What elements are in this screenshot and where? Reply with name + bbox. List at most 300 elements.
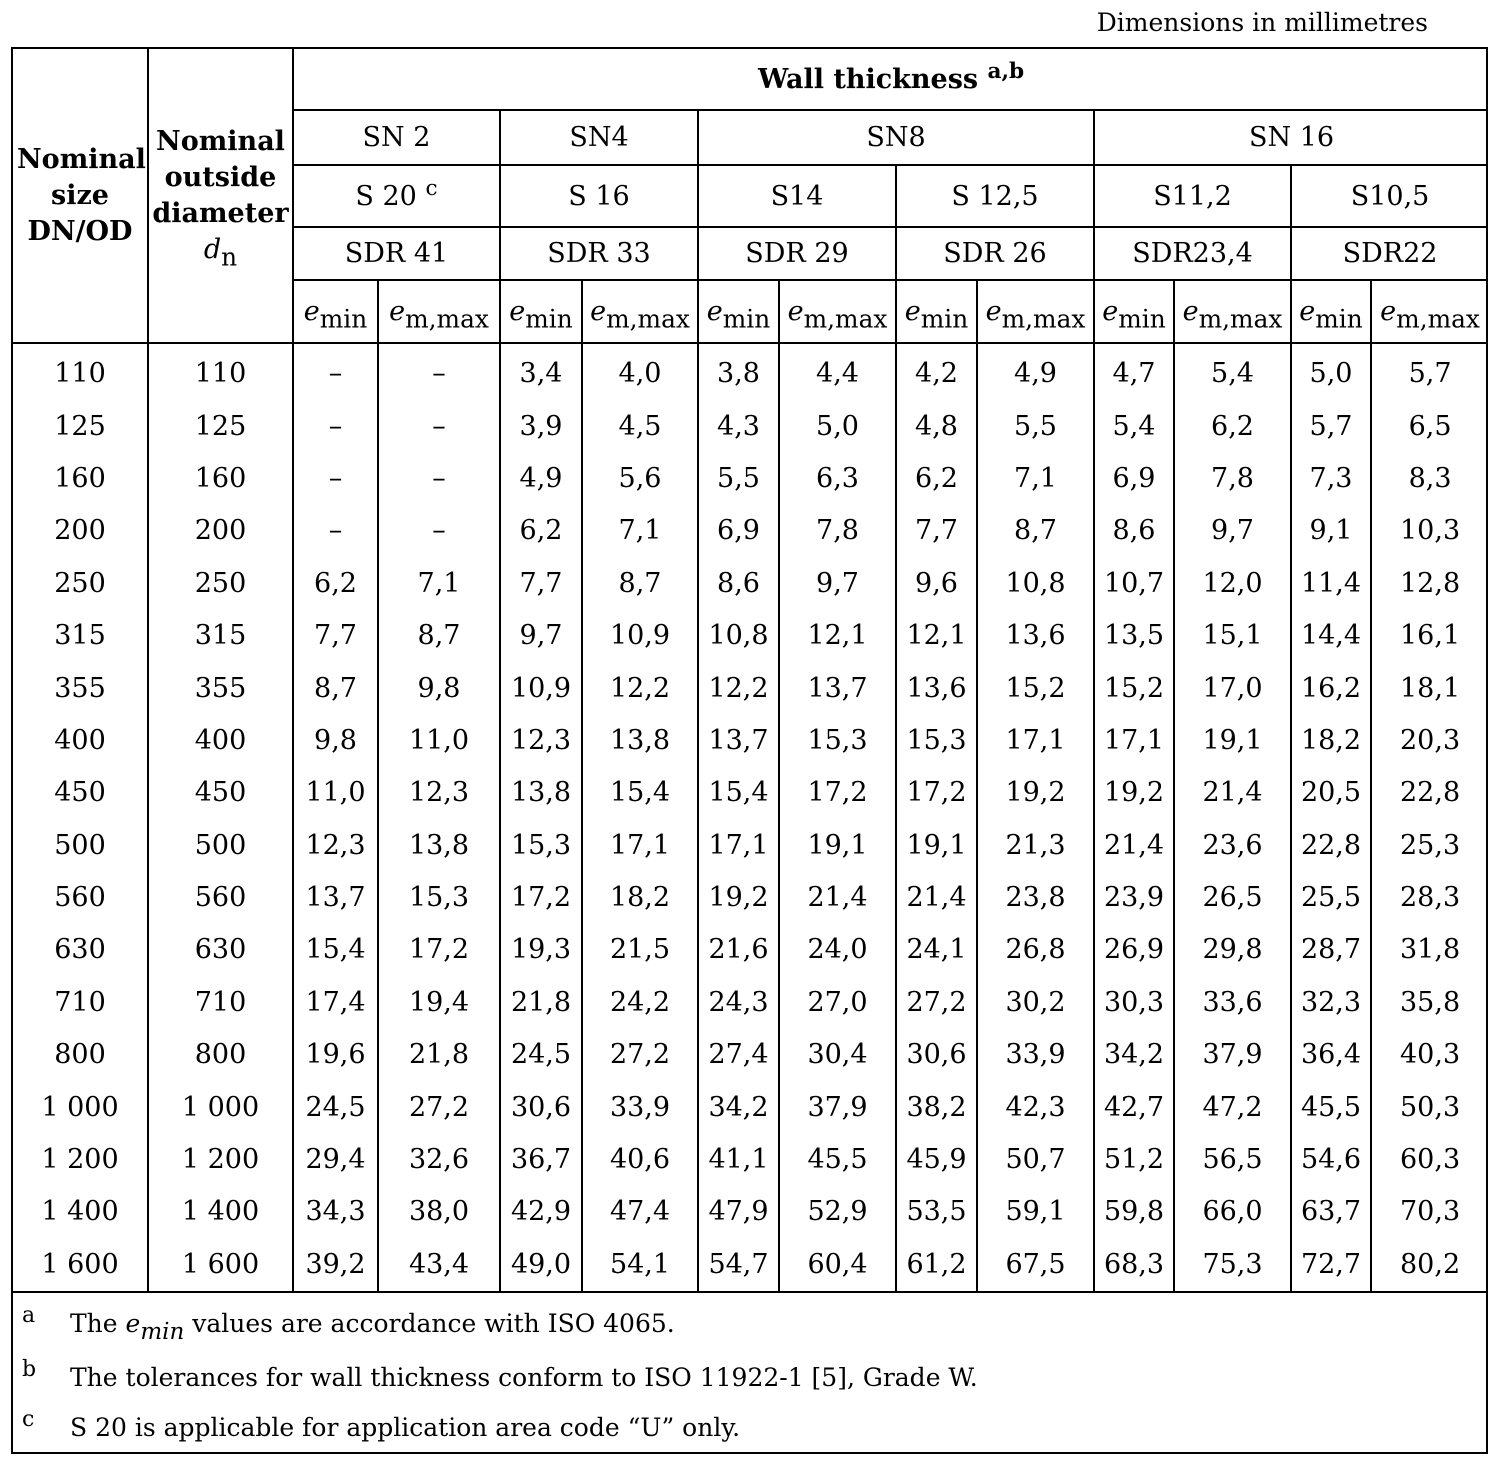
- cell-nominal-size: 200: [13, 505, 148, 557]
- cell-emmax: 7,1: [378, 558, 500, 610]
- emin-header: emin: [293, 280, 378, 343]
- cell-emin: 24,5: [500, 1029, 582, 1081]
- emin-header: emin: [500, 280, 582, 343]
- cell-emin: 5,4: [1094, 400, 1174, 452]
- cell-emmax: 12,2: [582, 662, 698, 714]
- cell-emin: 53,5: [896, 1186, 977, 1238]
- cell-emmax: 80,2: [1371, 1239, 1488, 1292]
- cell-emmax: 17,1: [977, 715, 1094, 767]
- cell-emin: 21,8: [500, 977, 582, 1029]
- cell-emmax: 13,6: [977, 610, 1094, 662]
- emmax-header: em,max: [582, 280, 698, 343]
- cell-outside-diameter: 110: [148, 343, 293, 400]
- cell-emin: 16,2: [1291, 662, 1371, 714]
- cell-emmax: 75,3: [1174, 1239, 1291, 1292]
- cell-emin: 30,3: [1094, 977, 1174, 1029]
- emmax-header: em,max: [779, 280, 896, 343]
- cell-emin: 24,1: [896, 924, 977, 976]
- wall-thickness-table-frame: [11, 47, 1488, 1454]
- cell-emmax: 8,7: [977, 505, 1094, 557]
- cell-emin: 34,3: [293, 1186, 378, 1238]
- cell-emmax: 17,2: [378, 924, 500, 976]
- cell-emin: 4,8: [896, 400, 977, 452]
- sdr-header: SDR 29: [698, 227, 896, 280]
- cell-emin: 19,2: [1094, 767, 1174, 819]
- table-row: [13, 820, 1488, 872]
- cell-emin: 27,4: [698, 1029, 779, 1081]
- cell-emmax: 27,2: [582, 1029, 698, 1081]
- footnote-c: [13, 1393, 1486, 1447]
- table-row: [13, 1029, 1488, 1081]
- cell-emmax: 10,3: [1371, 505, 1488, 557]
- cell-emin: 9,6: [896, 558, 977, 610]
- cell-emin: 15,2: [1094, 662, 1174, 714]
- cell-emin: 6,9: [1094, 453, 1174, 505]
- cell-emin: 54,7: [698, 1239, 779, 1292]
- cell-emin: 11,4: [1291, 558, 1371, 610]
- table-row: [13, 453, 1488, 505]
- cell-emin: 13,7: [698, 715, 779, 767]
- cell-emmax: 35,8: [1371, 977, 1488, 1029]
- cell-emmax: 4,9: [977, 343, 1094, 400]
- cell-emmax: 8,7: [378, 610, 500, 662]
- cell-emmax: –: [378, 343, 500, 400]
- cell-emin: 72,7: [1291, 1239, 1371, 1292]
- cell-outside-diameter: 355: [148, 662, 293, 714]
- cell-emmax: 8,7: [582, 558, 698, 610]
- cell-emmax: 21,3: [977, 820, 1094, 872]
- cell-emin: 41,1: [698, 1134, 779, 1186]
- cell-emmax: 11,0: [378, 715, 500, 767]
- cell-emmax: 50,7: [977, 1134, 1094, 1186]
- cell-emin: 51,2: [1094, 1134, 1174, 1186]
- cell-emmax: 50,3: [1371, 1081, 1488, 1133]
- cell-emin: 15,4: [698, 767, 779, 819]
- cell-emin: –: [293, 343, 378, 400]
- table-header: [13, 49, 1488, 343]
- cell-nominal-size: 560: [13, 872, 148, 924]
- cell-emmax: 38,0: [378, 1186, 500, 1238]
- cell-emin: 47,9: [698, 1186, 779, 1238]
- footnotes: [13, 1289, 1486, 1447]
- cell-emmax: 19,1: [779, 820, 896, 872]
- cell-emmax: 19,2: [977, 767, 1094, 819]
- footnote-key: c: [22, 1407, 35, 1432]
- cell-emin: 13,8: [500, 767, 582, 819]
- s-series-header: S11,2: [1094, 165, 1291, 227]
- col-header-outside-diameter: [148, 49, 293, 343]
- cell-emin: 19,6: [293, 1029, 378, 1081]
- cell-emmax: 26,8: [977, 924, 1094, 976]
- cell-emin: 36,7: [500, 1134, 582, 1186]
- emmax-header: em,max: [977, 280, 1094, 343]
- cell-emin: 27,2: [896, 977, 977, 1029]
- cell-nominal-size: 315: [13, 610, 148, 662]
- sdr-header: SDR 33: [500, 227, 698, 280]
- cell-emin: 63,7: [1291, 1186, 1371, 1238]
- cell-emmax: 15,2: [977, 662, 1094, 714]
- units-note: Dimensions in millimetres: [1096, 8, 1428, 37]
- table-row: [13, 767, 1488, 819]
- cell-emin: 59,8: [1094, 1186, 1174, 1238]
- cell-emmax: 33,9: [977, 1029, 1094, 1081]
- cell-emin: 15,3: [500, 820, 582, 872]
- sn-group-header: SN4: [500, 110, 698, 165]
- cell-emmax: 59,1: [977, 1186, 1094, 1238]
- cell-emin: 17,1: [698, 820, 779, 872]
- cell-nominal-size: 110: [13, 343, 148, 400]
- cell-emmax: 6,5: [1371, 400, 1488, 452]
- cell-emin: –: [293, 400, 378, 452]
- cell-emin: 14,4: [1291, 610, 1371, 662]
- cell-emin: 7,7: [293, 610, 378, 662]
- cell-emmax: 67,5: [977, 1239, 1094, 1292]
- cell-emmax: 29,8: [1174, 924, 1291, 976]
- cell-nominal-size: 125: [13, 400, 148, 452]
- footnote-text: S 20 is applicable for application area code “U” only.: [70, 1413, 741, 1442]
- cell-emmax: 22,8: [1371, 767, 1488, 819]
- cell-emmax: 15,1: [1174, 610, 1291, 662]
- cell-emin: 5,7: [1291, 400, 1371, 452]
- cell-emmax: 23,6: [1174, 820, 1291, 872]
- s20-footnote-ref: c: [425, 175, 438, 201]
- cell-emmax: 26,5: [1174, 872, 1291, 924]
- table-row: [13, 662, 1488, 714]
- cell-emmax: 7,8: [779, 505, 896, 557]
- table-body: [13, 343, 1488, 1292]
- cell-emmax: 30,2: [977, 977, 1094, 1029]
- cell-emmax: –: [378, 400, 500, 452]
- table-row: [13, 1081, 1488, 1133]
- cell-emin: 17,4: [293, 977, 378, 1029]
- cell-emin: 5,0: [1291, 343, 1371, 400]
- cell-emmax: 25,3: [1371, 820, 1488, 872]
- cell-emmax: 66,0: [1174, 1186, 1291, 1238]
- cell-emmax: 13,7: [779, 662, 896, 714]
- cell-outside-diameter: 250: [148, 558, 293, 610]
- cell-emin: 21,4: [1094, 820, 1174, 872]
- cell-emmax: 7,1: [977, 453, 1094, 505]
- cell-emmax: 19,4: [378, 977, 500, 1029]
- cell-emin: 3,8: [698, 343, 779, 400]
- cell-emin: 6,2: [293, 558, 378, 610]
- cell-emmax: 15,4: [582, 767, 698, 819]
- sn-group-header: SN 2: [293, 110, 500, 165]
- cell-emin: 13,7: [293, 872, 378, 924]
- cell-emmax: 15,3: [378, 872, 500, 924]
- cell-emin: 4,9: [500, 453, 582, 505]
- cell-emmax: 27,2: [378, 1081, 500, 1133]
- cell-emmax: 6,3: [779, 453, 896, 505]
- cell-emmax: 24,2: [582, 977, 698, 1029]
- cell-emin: 19,3: [500, 924, 582, 976]
- footnote-key: a: [22, 1303, 36, 1328]
- cell-emin: 9,1: [1291, 505, 1371, 557]
- cell-emmax: 47,2: [1174, 1081, 1291, 1133]
- cell-emmax: 23,8: [977, 872, 1094, 924]
- cell-emmax: 9,7: [1174, 505, 1291, 557]
- table-row: [13, 505, 1488, 557]
- cell-emmax: 5,4: [1174, 343, 1291, 400]
- table-row: [13, 977, 1488, 1029]
- cell-outside-diameter: 160: [148, 453, 293, 505]
- cell-emmax: 37,9: [779, 1081, 896, 1133]
- cell-emmax: 7,1: [582, 505, 698, 557]
- table-row: [13, 872, 1488, 924]
- cell-emmax: 5,7: [1371, 343, 1488, 400]
- cell-emin: 8,7: [293, 662, 378, 714]
- cell-emin: 5,5: [698, 453, 779, 505]
- cell-nominal-size: 1 000: [13, 1081, 148, 1133]
- cell-emmax: 56,5: [1174, 1134, 1291, 1186]
- table-row: [13, 343, 1488, 400]
- cell-emmax: 15,3: [779, 715, 896, 767]
- cell-emin: 34,2: [1094, 1029, 1174, 1081]
- cell-emmax: 60,3: [1371, 1134, 1488, 1186]
- cell-outside-diameter: 200: [148, 505, 293, 557]
- cell-nominal-size: 500: [13, 820, 148, 872]
- emmax-header: em,max: [1371, 280, 1488, 343]
- footnote-key: b: [22, 1357, 37, 1382]
- cell-emmax: 31,8: [1371, 924, 1488, 976]
- table-row: [13, 558, 1488, 610]
- cell-outside-diameter: 400: [148, 715, 293, 767]
- cell-emin: 11,0: [293, 767, 378, 819]
- cell-emmax: 24,0: [779, 924, 896, 976]
- cell-emin: 6,9: [698, 505, 779, 557]
- cell-emmax: 19,1: [1174, 715, 1291, 767]
- cell-emmax: 30,4: [779, 1029, 896, 1081]
- cell-emmax: 21,5: [582, 924, 698, 976]
- emmax-header: em,max: [378, 280, 500, 343]
- cell-emmax: 17,1: [582, 820, 698, 872]
- cell-emmax: 9,8: [378, 662, 500, 714]
- cell-emmax: 18,2: [582, 872, 698, 924]
- cell-emin: 68,3: [1094, 1239, 1174, 1292]
- cell-emmax: 33,9: [582, 1081, 698, 1133]
- cell-emmax: 12,3: [378, 767, 500, 819]
- cell-emmax: 54,1: [582, 1239, 698, 1292]
- cell-emin: –: [293, 505, 378, 557]
- cell-emmax: 4,5: [582, 400, 698, 452]
- sn-group-header: SN 16: [1094, 110, 1488, 165]
- cell-emmax: 32,6: [378, 1134, 500, 1186]
- cell-emin: 15,3: [896, 715, 977, 767]
- cell-emin: 10,9: [500, 662, 582, 714]
- cell-emmax: 52,9: [779, 1186, 896, 1238]
- cell-nominal-size: 250: [13, 558, 148, 610]
- emin-header: emin: [698, 280, 779, 343]
- cell-emin: 6,2: [500, 505, 582, 557]
- cell-emin: 20,5: [1291, 767, 1371, 819]
- cell-emmax: 4,4: [779, 343, 896, 400]
- cell-emmax: 5,0: [779, 400, 896, 452]
- cell-emmax: 10,8: [977, 558, 1094, 610]
- cell-emmax: –: [378, 505, 500, 557]
- sdr-header: SDR23,4: [1094, 227, 1291, 280]
- cell-emin: 19,1: [896, 820, 977, 872]
- cell-emin: 17,2: [500, 872, 582, 924]
- cell-emin: 22,8: [1291, 820, 1371, 872]
- table-row: [13, 400, 1488, 452]
- s-series-header: S14: [698, 165, 896, 227]
- cell-emin: 9,7: [500, 610, 582, 662]
- cell-emmax: 10,9: [582, 610, 698, 662]
- cell-emin: 12,3: [500, 715, 582, 767]
- cell-emmax: 21,8: [378, 1029, 500, 1081]
- table-row: [13, 924, 1488, 976]
- table-row: [13, 1134, 1488, 1186]
- cell-emin: 18,2: [1291, 715, 1371, 767]
- cell-nominal-size: 160: [13, 453, 148, 505]
- cell-outside-diameter: 1 000: [148, 1081, 293, 1133]
- outside-diameter-label: Nominal outside diameter: [152, 125, 289, 229]
- cell-emmax: 5,6: [582, 453, 698, 505]
- cell-emmax: 12,0: [1174, 558, 1291, 610]
- cell-nominal-size: 1 400: [13, 1186, 148, 1238]
- cell-emmax: 18,1: [1371, 662, 1488, 714]
- cell-emin: 28,7: [1291, 924, 1371, 976]
- cell-outside-diameter: 710: [148, 977, 293, 1029]
- emin-header: emin: [896, 280, 977, 343]
- cell-nominal-size: 800: [13, 1029, 148, 1081]
- cell-emin: 61,2: [896, 1239, 977, 1292]
- cell-emin: 13,6: [896, 662, 977, 714]
- cell-emin: 3,9: [500, 400, 582, 452]
- cell-emin: 30,6: [896, 1029, 977, 1081]
- cell-emin: 17,1: [1094, 715, 1174, 767]
- cell-emin: 6,2: [896, 453, 977, 505]
- wall-thickness-header: Wall thickness $^{a,b}$: [293, 49, 1488, 110]
- footnote-a: [13, 1289, 1486, 1343]
- outside-diameter-symbol: dn: [203, 233, 238, 271]
- cell-emin: 24,5: [293, 1081, 378, 1133]
- cell-emin: 17,2: [896, 767, 977, 819]
- cell-nominal-size: 355: [13, 662, 148, 714]
- cell-emmax: 12,1: [779, 610, 896, 662]
- footnote-b: [13, 1343, 1486, 1393]
- cell-outside-diameter: 315: [148, 610, 293, 662]
- cell-emmax: 47,4: [582, 1186, 698, 1238]
- cell-emmax: 37,9: [1174, 1029, 1291, 1081]
- cell-emin: 30,6: [500, 1081, 582, 1133]
- cell-emmax: 8,3: [1371, 453, 1488, 505]
- cell-nominal-size: 630: [13, 924, 148, 976]
- emin-header: emin: [1094, 280, 1174, 343]
- cell-emmax: 45,5: [779, 1134, 896, 1186]
- cell-emin: 8,6: [698, 558, 779, 610]
- cell-emmax: 4,0: [582, 343, 698, 400]
- cell-emin: 12,3: [293, 820, 378, 872]
- cell-emin: 42,9: [500, 1186, 582, 1238]
- s-series-header: S10,5: [1291, 165, 1488, 227]
- cell-emmax: 28,3: [1371, 872, 1488, 924]
- s-series-header: S 20 $^c$: [293, 165, 500, 227]
- cell-emmax: 20,3: [1371, 715, 1488, 767]
- cell-emin: 25,5: [1291, 872, 1371, 924]
- wall-thickness-table: [13, 49, 1488, 1293]
- sdr-header: SDR22: [1291, 227, 1488, 280]
- cell-emmax: 21,4: [1174, 767, 1291, 819]
- cell-outside-diameter: 1 200: [148, 1134, 293, 1186]
- cell-emin: 8,6: [1094, 505, 1174, 557]
- cell-outside-diameter: 630: [148, 924, 293, 976]
- sdr-header: SDR 41: [293, 227, 500, 280]
- cell-emin: 29,4: [293, 1134, 378, 1186]
- emin-header: emin: [1291, 280, 1371, 343]
- cell-emmax: 16,1: [1371, 610, 1488, 662]
- cell-outside-diameter: 800: [148, 1029, 293, 1081]
- sdr-header: SDR 26: [896, 227, 1094, 280]
- cell-emin: 10,7: [1094, 558, 1174, 610]
- cell-nominal-size: 1 200: [13, 1134, 148, 1186]
- cell-emmax: 33,6: [1174, 977, 1291, 1029]
- cell-emmax: 6,2: [1174, 400, 1291, 452]
- table-row: [13, 610, 1488, 662]
- cell-outside-diameter: 500: [148, 820, 293, 872]
- cell-emmax: 70,3: [1371, 1186, 1488, 1238]
- table-row: [13, 715, 1488, 767]
- col-header-nominal-size: Nominal size DN/OD: [13, 49, 148, 343]
- cell-nominal-size: 450: [13, 767, 148, 819]
- cell-emmax: 60,4: [779, 1239, 896, 1292]
- table-row: [13, 1186, 1488, 1238]
- cell-emin: 21,4: [896, 872, 977, 924]
- footnote-text: The tolerances for wall thickness conform to ISO 11922-1 [5], Grade W.: [70, 1363, 978, 1392]
- cell-outside-diameter: 450: [148, 767, 293, 819]
- cell-emin: 39,2: [293, 1239, 378, 1292]
- cell-outside-diameter: 1 400: [148, 1186, 293, 1238]
- cell-emmax: 42,3: [977, 1081, 1094, 1133]
- table-row: [13, 1239, 1488, 1292]
- footnote-text: The emin values are accordance with ISO 4065.: [70, 1309, 675, 1345]
- cell-emin: 54,6: [1291, 1134, 1371, 1186]
- cell-emin: 7,7: [896, 505, 977, 557]
- cell-emin: 34,2: [698, 1081, 779, 1133]
- cell-emin: –: [293, 453, 378, 505]
- cell-outside-diameter: 125: [148, 400, 293, 452]
- emmax-header: em,max: [1174, 280, 1291, 343]
- cell-nominal-size: 710: [13, 977, 148, 1029]
- cell-emmax: 17,2: [779, 767, 896, 819]
- cell-emin: 19,2: [698, 872, 779, 924]
- cell-emin: 4,7: [1094, 343, 1174, 400]
- cell-emin: 7,7: [500, 558, 582, 610]
- cell-emmax: 5,5: [977, 400, 1094, 452]
- cell-emmax: 12,8: [1371, 558, 1488, 610]
- cell-emmax: 43,4: [378, 1239, 500, 1292]
- sn-group-header: SN8: [698, 110, 1094, 165]
- cell-emmax: 13,8: [378, 820, 500, 872]
- cell-emin: 4,2: [896, 343, 977, 400]
- cell-emin: 24,3: [698, 977, 779, 1029]
- cell-outside-diameter: 560: [148, 872, 293, 924]
- cell-nominal-size: 1 600: [13, 1239, 148, 1292]
- cell-emin: 49,0: [500, 1239, 582, 1292]
- cell-emin: 13,5: [1094, 610, 1174, 662]
- cell-emin: 45,5: [1291, 1081, 1371, 1133]
- cell-emin: 9,8: [293, 715, 378, 767]
- wall-thickness-footnote-ref: a,b: [987, 58, 1025, 84]
- cell-emin: 15,4: [293, 924, 378, 976]
- cell-emmax: 13,8: [582, 715, 698, 767]
- s-series-header: S 12,5: [896, 165, 1094, 227]
- cell-emin: 12,2: [698, 662, 779, 714]
- cell-emin: 38,2: [896, 1081, 977, 1133]
- cell-emin: 12,1: [896, 610, 977, 662]
- cell-emin: 45,9: [896, 1134, 977, 1186]
- cell-emin: 36,4: [1291, 1029, 1371, 1081]
